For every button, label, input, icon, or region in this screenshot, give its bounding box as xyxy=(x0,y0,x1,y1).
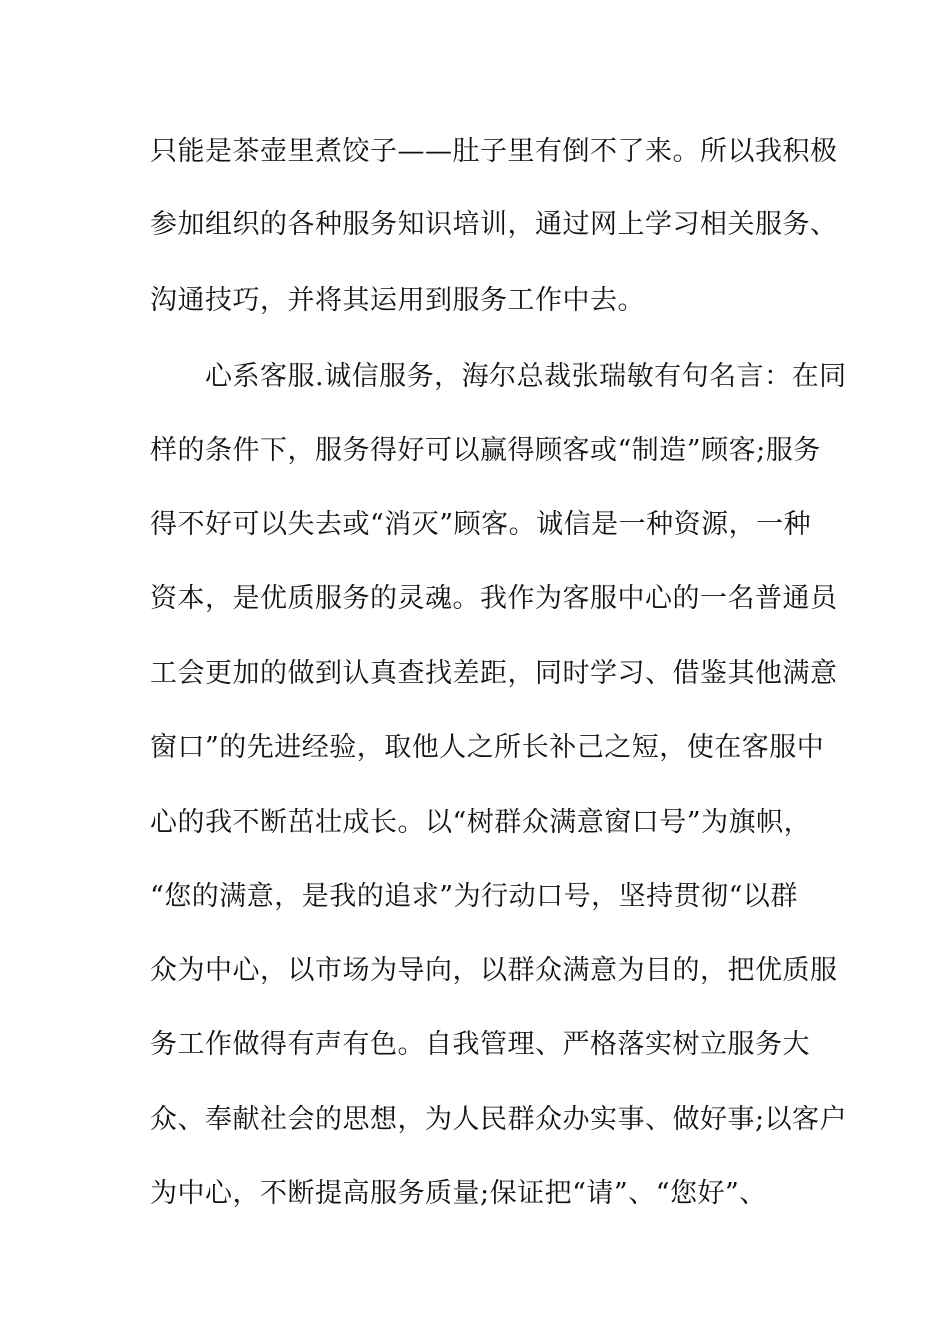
text-line: 资本，是优质服务的灵魂。我作为客服中心的一名普通员 xyxy=(150,583,838,614)
text-line: 工会更加的做到认真查找差距，同时学习、借鉴其他满意 xyxy=(150,658,838,689)
text-line: 样的条件下，服务得好可以赢得顾客或“制造”顾客;服务 xyxy=(150,435,821,466)
text-line: 沟通技巧，并将其运用到服务工作中去。 xyxy=(150,285,645,316)
text-line: 众为中心，以市场为导向，以群众满意为目的，把优质服 xyxy=(150,955,838,986)
text-line: 务工作做得有声有色。自我管理、严格落实树立服务大 xyxy=(150,1029,810,1060)
text-line: “您的满意，是我的追求”为行动口号，坚持贯彻“以群 xyxy=(150,881,798,912)
text-line: 为中心，不断提高服务质量;保证把“请”、“您好”、 xyxy=(150,1178,767,1209)
paragraph-start-line: 心系客服.诚信服务，海尔总裁张瑞敏有句名言：在同 xyxy=(150,361,847,392)
text-line: 众、奉献社会的思想，为人民群众办实事、做好事;以客户 xyxy=(150,1104,848,1135)
text-line: 得不好可以失去或“消灭”顾客。诚信是一种资源，一种 xyxy=(150,509,812,540)
text-line: 心的我不断茁壮成长。以“树群众满意窗口号”为旗帜， xyxy=(150,807,812,838)
text-line: 只能是茶壶里煮饺子——肚子里有倒不了来。所以我积极 xyxy=(150,136,838,167)
text-line: 参加组织的各种服务知识培训，通过网上学习相关服务、 xyxy=(150,209,838,240)
text-line: 窗口”的先进经验，取他人之所长补己之短，使在客服中 xyxy=(150,732,825,763)
